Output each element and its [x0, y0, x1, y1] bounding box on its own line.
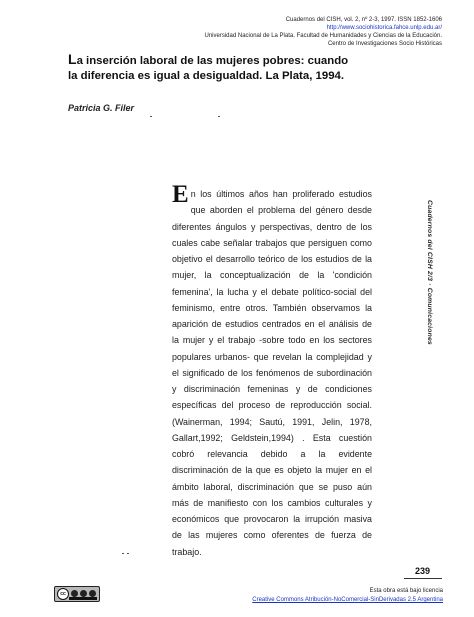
license-line: Esta obra está bajo licencia [369, 588, 443, 594]
scan-speck [218, 116, 220, 117]
journal-side-label: Cuadernos del CISH 2/3 · Comunicaciones [426, 200, 433, 345]
creative-commons-badge-icon[interactable] [54, 586, 100, 602]
title-initial: L [68, 51, 77, 67]
institution-line: Universidad Nacional de La Plata. Facultad de Humanidades y Ciencias de la Educación. [204, 33, 442, 39]
cc-badge-bar [69, 597, 97, 600]
article-author: Patricia G. Filer [68, 103, 135, 113]
cc-logo-icon: cc [57, 588, 69, 600]
noderivatives-icon [89, 590, 96, 597]
journal-url-link[interactable]: http://www.sociohistorica.fahce.unlp.edu.ar/ [326, 25, 442, 31]
scan-speck [150, 116, 152, 117]
article-title [68, 52, 428, 83]
title-line-2: la diferencia es igual a desigualdad. La Plata, 1994. [68, 69, 345, 82]
license-notice [252, 587, 443, 605]
journal-header [205, 16, 442, 48]
body-paragraph [172, 181, 372, 560]
body-text: n los últimos años han proliferado estudios que aborden el problema del género desde diferentes ángulos y perspectivas, dentro de los cuales cabe señalar trabajos que persiguen como objetivo el desarrollo teórico de los estudios de la mujer, la conceptualización de la 'condición femenina', la lucha y el debate político-social del feminismo, entre otros. También observamos la aparición de estudios centrados en el análisis de la mujer y el trabajo -sobre todo en los sectores populares urbanos- que revelan la complejidad y el significado de los fenómenos de subordinación y discriminación femeninas y de condiciones específicas del proceso de reproducción social. (Wainerman, 1994; Sautú, 1991, Jelin, 1978, Gallart,1992; Geldstein,1994) . Esta cuestión cobró relevancia debido a la evidente discriminación de la que es objeto la mujer en el ámbito laboral, discriminación que se puso aún más de manifiesto con los cambios culturales y económicos que provocaron la irrupción masiva de las mujeres como oferentes de fuerza de trabajo. [172, 189, 372, 557]
drop-cap: E [172, 181, 189, 208]
page-number-rule [404, 578, 442, 579]
scan-speck [122, 553, 124, 554]
title-line-1: a inserción laboral de las mujeres pobres: cuando [76, 55, 349, 67]
noncommercial-icon [80, 590, 87, 597]
page-number: 239 [415, 566, 431, 576]
scan-speck [127, 553, 129, 554]
license-link[interactable]: Creative Commons Atribución-NoComercial-SinDerivadas 2.5 Argentina [252, 597, 443, 603]
centre-line: Centro de Investigaciones Socio Históricas [327, 41, 442, 47]
journal-citation: Cuadernos del CISH, vol. 2, nº 2-3, 1997. ISSN 1852-1606 [285, 17, 442, 23]
attribution-icon [71, 590, 78, 597]
